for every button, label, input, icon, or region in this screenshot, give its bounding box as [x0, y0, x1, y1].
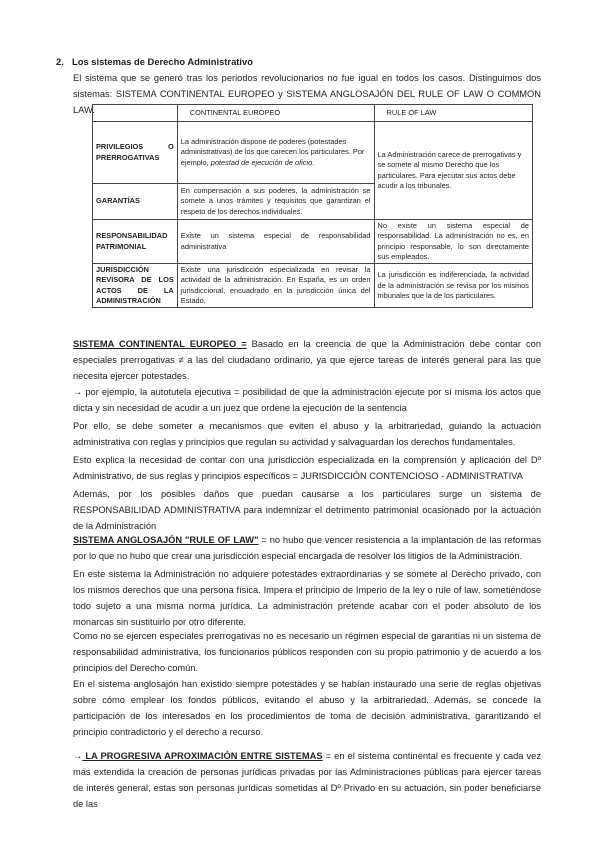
- section-title: Los sistemas de Derecho Administrativo: [72, 56, 253, 67]
- row-label-part: PRERROGATIVAS: [96, 152, 160, 162]
- paragraph-heading: LA PROGRESIVA APROXIMACIÓN ENTRE SISTEMAS: [82, 751, 323, 761]
- cell-text: La administración dispone de poderes (potestades administrativas) de los que carecen los particulares. Por ejemplo,: [180, 137, 365, 167]
- row-label-privilegios: [93, 122, 178, 184]
- cell-continental: En compensación a sus poderes, la administración se somete a unos trámites y requisitos que garantizan el respeto de los derechos individuales.: [177, 184, 374, 220]
- paragraph-text: = en el sistema continental es frecuente y cada vez más extendida la creación de personas jurídicas privadas por las Administraciones públicas para ejercer tareas de interés general, estas son personas jurídicas sometidas al Dº Privado en su actuación, sin poder beneficiarse de las: [73, 751, 541, 809]
- cell-continental: Existe una jurisdicción especializada en revisar la actividad de la administración. En España, es un orden jurisdiccional, encuadrado en la jurisdicción única del Estado.: [177, 264, 374, 308]
- cell-rule-of-law: No existe un sistema especial de responsabilidad. La administración no es, en principio responsable, lo son directamente sus empleados.: [374, 220, 532, 264]
- paragraph-anglosajon: [73, 532, 541, 564]
- table-row: [93, 122, 533, 184]
- row-label-garantias: GARANTÍAS: [93, 184, 178, 220]
- row-label-responsabilidad: RESPONSABILIDAD PATRIMONIAL: [93, 220, 178, 264]
- row-label-part: REVISORA DE LOS: [96, 275, 174, 285]
- cell-continental: [177, 122, 374, 184]
- table-row: [93, 264, 533, 308]
- table-header-continental: CONTINENTAL EUROPEO: [177, 105, 374, 122]
- paragraph-responsibility: Además, por los posibles daños que puedan causarse a los particulares surge un sistema de RESPONSABILIDAD ADMINISTRATIVA para indemnizar el detrimento patrimonial ocasionado por la actuación de la Administración: [73, 489, 541, 531]
- section-intro: El sistema que se generó tras los periodos revolucionarios no fue igual en todos los casos. Distinguimos dos sistemas: SISTEMA CONTINENTAL EUROPEO y SISTEMA ANGLOSAJÓN DEL RULE OF LAW O COMMON LAW.: [73, 73, 541, 115]
- paragraph-continental: [73, 336, 541, 384]
- paragraph-example: → por ejemplo, la autotutela ejecutiva = posibilidad de que la administración ejecute por sí misma los actos que dicta y sin necesidad de acudir a un juez que ordene la ejecución de la sentencia: [73, 387, 541, 413]
- paragraph-no-prerogatives: Como no se ejercen especiales prerrogativas no es necesario un régimen especial de garantías ni un sistema de responsabilidad administrativa, los funcionarios públicos responden con su propio patrimonio y de acuerdo a los principios del Derecho común.: [73, 631, 541, 673]
- section-number: 2.: [56, 56, 64, 67]
- paragraph-objective-rules: En el sistema anglosajón han existido siempre potestades y se habían instaurado una serie de reglas objetivas sobre cómo emplear los fondos públicos, evitando el abuso y la arbitrariedad. Además, se concede la participación de los interesados en los procedimientos de toma de decisión administrativa, garantizando el principio contradictorio y el derecho a recurso.: [73, 679, 541, 737]
- paragraph-private-law: En este sistema la Administración no adquiere potestades extraordinarias y se somete al Derecho privado, con los mismos derechos que una persona física. Impera el principio de Imperio de la ley o rule of law, sometiéndose todo sujeto a una misma norma jurídica. La administración pretende acabar con el poder absoluto de los monarcas sin sustituirlo por otro diferente.: [73, 569, 541, 627]
- section-heading: [56, 56, 253, 67]
- table-row: [93, 220, 533, 264]
- row-label-part: PRIVILEGIOS: [96, 142, 144, 152]
- paragraph-heading: SISTEMA CONTINENTAL EUROPEO =: [73, 339, 247, 349]
- row-label-part: JURISDICCIÓN: [96, 265, 149, 275]
- row-label-jurisdiccion: [93, 264, 178, 308]
- cell-text-italic: potestad de ejecución de oficio.: [210, 157, 315, 167]
- paragraph-mechanisms: Por ello, se debe someter a mecanismos que eviten el abuso y la arbitrariedad, guiando la actuación administrativa con reglas y principios que regulan su actividad y salvaguardan los derechos fundamentales.: [73, 421, 541, 447]
- cell-rule-of-law: La Administración carece de prerrogativas y se somete al mismo Derecho que los particulares. Para ejecutar sus actos debe acudir a los tribunales.: [374, 122, 532, 220]
- comparison-table: [92, 104, 533, 308]
- arrow-icon: →: [73, 751, 83, 761]
- paragraph-aproximacion: [73, 748, 541, 812]
- table-header-row: [93, 105, 533, 122]
- cell-rule-of-law: La jurisdicción es indiferenciada, la actividad de la administración se revisa por los mismos tribunales que la de los particulares.: [374, 264, 532, 308]
- row-label-part: O: [168, 142, 174, 152]
- paragraph-text: Basado en la creencia de que la Administración debe contar con especiales prerrogativas ≠ a las del ciudadano ordinario, ya que ejerce tareas de interés general para las que necesita ejercer potestades.: [73, 339, 541, 381]
- row-label-part: ACTOS DE LA: [96, 285, 174, 295]
- row-label-part: ADMINISTRACIÓN: [96, 296, 161, 306]
- paragraph-jurisdiction: Esto explica la necesidad de contar con una jurisdicción especializada en la comprensión y aplicación del Dº Administrativo, de sus reglas y principios específicos = JURISDICCIÓN CONTENCIOSO - ADMINISTRATIVA: [73, 455, 541, 481]
- cell-continental: Existe un sistema especial de responsabilidad administrativa: [177, 220, 374, 264]
- paragraph-heading: SISTEMA ANGLOSAJÓN "RULE OF LAW": [73, 535, 259, 545]
- table-header-rule-of-law: RULE OF LAW: [374, 105, 532, 122]
- paragraph-text: = no hubo que vencer resistencia a la implantación de las reformas por lo que no hubo que crear una jurisdicción especial encargada de resolver los litigios de la Administración.: [73, 535, 541, 561]
- table-header-empty: [93, 105, 178, 122]
